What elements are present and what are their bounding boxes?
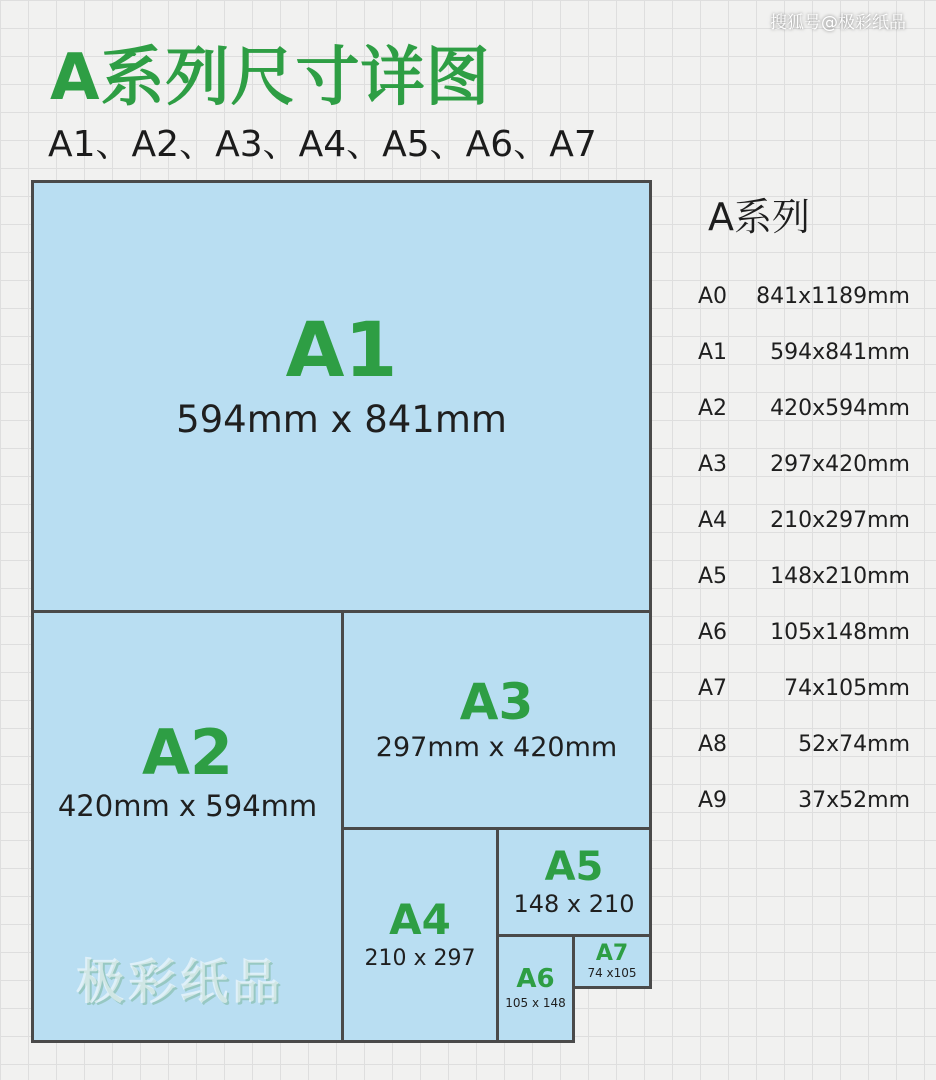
size-row-name: A9 (698, 787, 728, 813)
size-row-value: 148x210mm (770, 563, 910, 589)
size-row-value: 297x420mm (770, 451, 910, 477)
size-row-value: 420x594mm (770, 395, 910, 421)
size-row-value: 841x1189mm (756, 283, 910, 309)
size-row-value: 52x74mm (798, 731, 910, 757)
paper-a4 (341, 827, 499, 1043)
size-list-title: A系列 (708, 195, 810, 239)
size-row-name: A7 (698, 675, 728, 701)
paper-a2-dimensions: 420mm x 594mm (57, 788, 318, 823)
source-watermark: 搜狐号@极彩纸品 (770, 13, 906, 33)
paper-a2 (31, 610, 344, 1043)
paper-a7-dimensions: 74 x105 (587, 966, 637, 981)
size-row-name: A3 (698, 451, 728, 477)
brand-logo-watermark: 极彩纸品 (75, 954, 284, 1010)
size-row-name: A5 (698, 563, 728, 589)
size-row-value: 37x52mm (798, 787, 910, 813)
paper-a7-label: A7 (595, 941, 629, 967)
size-row-name: A0 (698, 283, 728, 309)
size-row-a8 (698, 716, 910, 772)
size-row-a7 (698, 660, 910, 716)
paper-a2-label: A2 (141, 715, 234, 789)
paper-a6 (496, 934, 575, 1043)
size-row-a2 (698, 380, 910, 436)
size-row-name: A8 (698, 731, 728, 757)
size-row-value: 74x105mm (784, 675, 910, 701)
paper-a3-label: A3 (459, 672, 534, 731)
size-row-value: 210x297mm (770, 507, 910, 533)
paper-a1-dimensions: 594mm x 841mm (176, 398, 507, 442)
page-title: A系列尺寸详图 (50, 41, 491, 115)
size-row-a9 (698, 772, 910, 828)
size-row-a1 (698, 324, 910, 380)
paper-a1-label: A1 (285, 305, 398, 395)
paper-a5-dimensions: 148 x 210 (513, 889, 635, 918)
size-row-name: A6 (698, 619, 728, 645)
size-row-value: 594x841mm (770, 339, 910, 365)
size-row-a6 (698, 604, 910, 660)
paper-a6-label: A6 (516, 964, 555, 995)
size-row-name: A4 (698, 507, 728, 533)
paper-a5-label: A5 (544, 843, 604, 890)
size-row-value: 105x148mm (770, 619, 910, 645)
paper-a1 (31, 180, 652, 613)
size-row-name: A1 (698, 339, 728, 365)
size-row-name: A2 (698, 395, 728, 421)
size-row-a4 (698, 492, 910, 548)
paper-a6-dimensions: 105 x 148 (505, 996, 566, 1011)
paper-a3-dimensions: 297mm x 420mm (375, 732, 618, 764)
size-row-a3 (698, 436, 910, 492)
size-list (698, 268, 910, 828)
page-subtitle: A1、A2、A3、A4、A5、A6、A7 (48, 124, 597, 165)
paper-a7 (572, 934, 652, 989)
paper-a5 (496, 827, 652, 937)
size-row-a5 (698, 548, 910, 604)
size-row-a0 (698, 268, 910, 324)
paper-a3 (341, 610, 652, 830)
paper-a4-label: A4 (389, 894, 451, 944)
paper-a4-dimensions: 210 x 297 (364, 945, 476, 971)
